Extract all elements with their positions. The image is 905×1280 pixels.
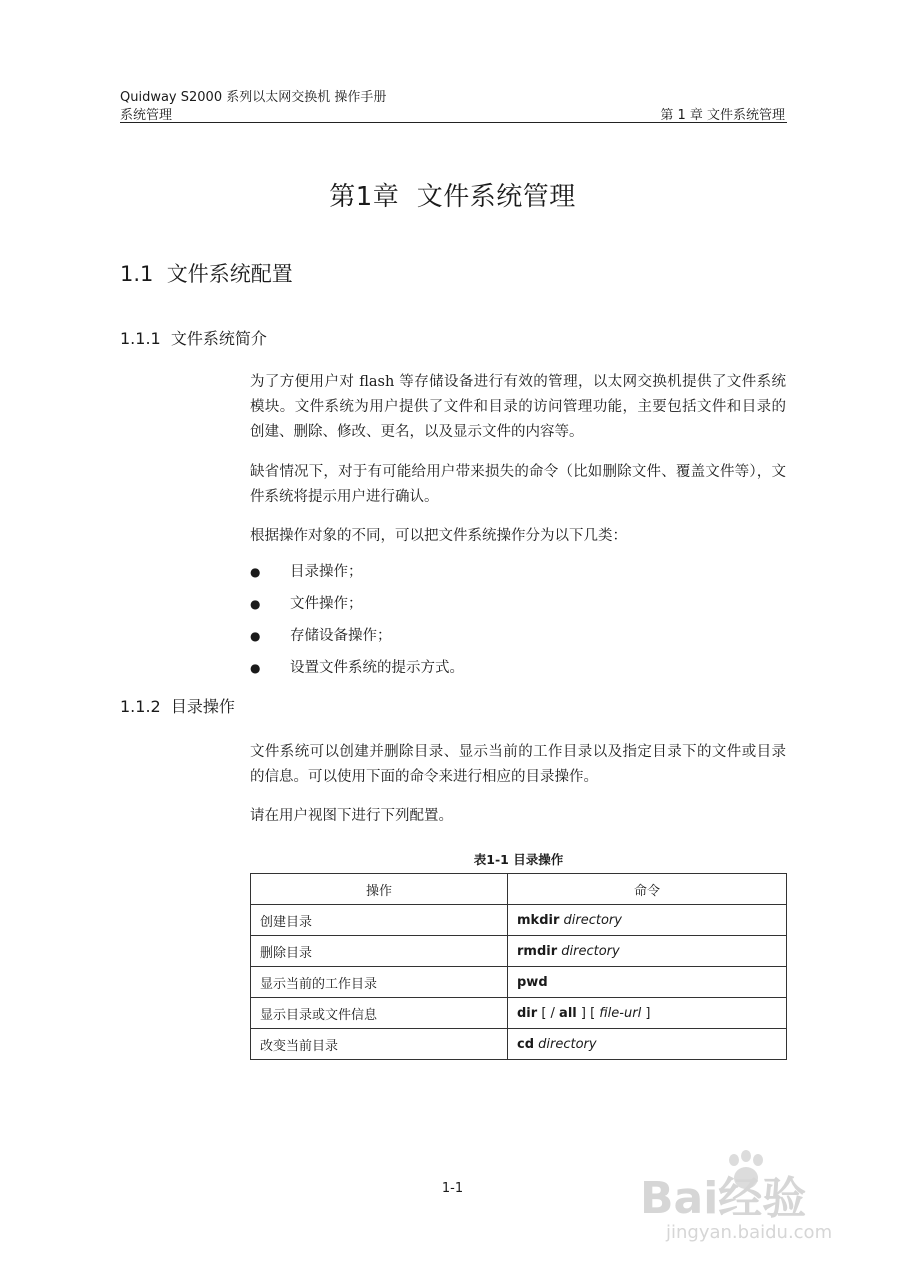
command-cell: mkdir directory	[508, 905, 787, 936]
table-row	[251, 967, 787, 998]
bullet-icon: ●	[250, 565, 261, 579]
command-cell: dir [ / all ] [ file-url ]	[508, 998, 787, 1029]
bullet-icon: ●	[250, 629, 261, 643]
command-cell: cd directory	[508, 1029, 787, 1060]
operation-cell: 创建目录	[251, 905, 508, 936]
table-row	[251, 936, 787, 967]
bullet-icon: ●	[250, 597, 261, 611]
list-item: ● 存储设备操作；	[250, 624, 464, 656]
directory-paragraph-1: 文件系统可以创建并删除目录、显示当前的工作目录以及指定目录下的文件或目录的信息。可以使用下面的命令来进行相应的目录操作。	[250, 744, 786, 785]
header-section: 系统管理	[120, 108, 173, 123]
watermark-brand: Bai经验	[640, 1173, 807, 1224]
section-1-1-2-heading	[120, 694, 235, 717]
section-number: 1.1.2	[120, 697, 161, 716]
intro-paragraph-2: 缺省情况下，对于有可能给用户带来损失的命令（比如删除文件、覆盖文件等），文件系统将提示用户进行确认。	[250, 464, 786, 505]
command-cell: rmdir directory	[508, 936, 787, 967]
baidu-jingyan-watermark	[640, 1150, 850, 1250]
chapter-title	[0, 176, 905, 213]
column-header-operation: 操作	[251, 874, 508, 905]
chapter-number: 第1章	[329, 182, 400, 212]
directory-paragraph-2: 请在用户视图下进行下列配置。	[250, 808, 453, 824]
intro-paragraph-3: 根据操作对象的不同，可以把文件系统操作分为以下几类：	[250, 528, 627, 544]
operation-cell: 删除目录	[251, 936, 508, 967]
section-title: 目录操作	[170, 697, 235, 716]
table-header-row	[251, 874, 787, 905]
list-item: ● 文件操作；	[250, 592, 464, 624]
header-product: Quidway S2000 系列以太网交换机 操作手册	[120, 90, 387, 105]
section-title: 文件系统简介	[170, 329, 267, 348]
page-number: 1-1	[441, 1181, 464, 1196]
column-header-command: 命令	[508, 874, 787, 905]
table-row	[251, 1029, 787, 1060]
directory-command-table	[250, 873, 787, 1060]
command-cell: pwd	[508, 967, 787, 998]
operation-cell: 改变当前目录	[251, 1029, 508, 1060]
intro-paragraph-1: 为了方便用户对 flash 等存储设备进行有效的管理，以太网交换机提供了文件系统模块。文件系统为用户提供了文件和目录的访问管理功能，主要包括文件和目录的创建、删除、修改、更名，以及显示文件的内容等。	[250, 374, 786, 440]
bullet-icon: ●	[250, 661, 261, 675]
header-chapter-ref: 第 1 章 文件系统管理	[660, 108, 785, 123]
watermark-url: jingyan.baidu.com	[666, 1222, 833, 1243]
section-1-1-1-heading	[120, 326, 267, 349]
operation-cell: 显示目录或文件信息	[251, 998, 508, 1029]
table-row	[251, 905, 787, 936]
operation-cell: 显示当前的工作目录	[251, 967, 508, 998]
section-1-1-heading	[120, 258, 293, 288]
section-title: 文件系统配置	[166, 262, 293, 286]
list-item: ● 设置文件系统的提示方式。	[250, 656, 464, 688]
operation-category-list	[250, 560, 464, 688]
list-item: ● 目录操作；	[250, 560, 464, 592]
section-number: 1.1.1	[120, 329, 161, 348]
chapter-title-text: 文件系统管理	[416, 182, 576, 212]
table-caption: 表1-1 目录操作	[473, 852, 564, 867]
header-rule	[120, 122, 787, 123]
section-number: 1.1	[120, 262, 154, 286]
table-row	[251, 998, 787, 1029]
